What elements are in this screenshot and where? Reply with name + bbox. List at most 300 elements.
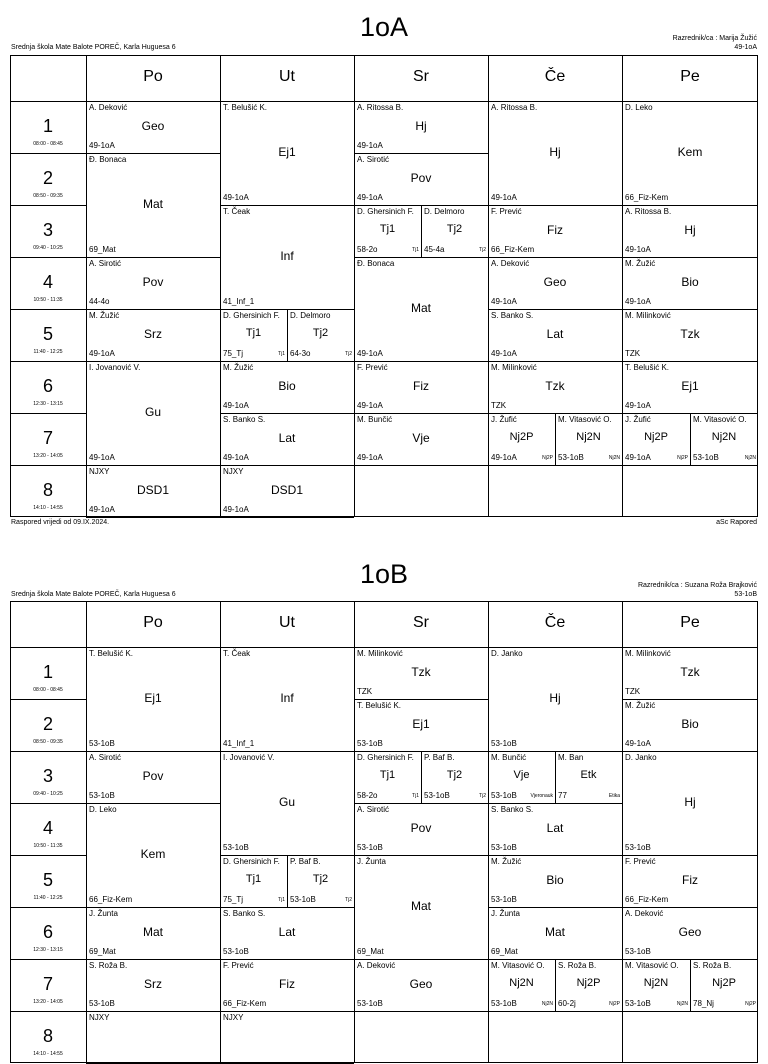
lesson-teacher: S. Banko S. — [491, 805, 534, 814]
lesson-cell[interactable] — [86, 1011, 220, 1063]
lesson-teacher: A. Sirotić — [89, 259, 122, 268]
lesson-room: 53-1oB — [89, 999, 115, 1008]
lesson-cell[interactable] — [421, 751, 488, 803]
lesson-cell[interactable] — [555, 959, 622, 1011]
lesson-subject: Tzk — [411, 665, 431, 679]
lesson-teacher: F. Prević — [625, 857, 656, 866]
period-number: 5 — [42, 324, 53, 344]
lesson-subject: Kem — [140, 847, 166, 861]
lesson-teacher: M. Milinković — [357, 649, 403, 658]
lesson-cell[interactable] — [86, 647, 220, 751]
lesson-border — [488, 855, 622, 856]
lesson-cell[interactable] — [220, 1011, 354, 1063]
lesson-teacher: D. Ghersinich F. — [223, 857, 280, 866]
lesson-teacher: J. Žunta — [491, 909, 520, 918]
period-time: 08:00 - 08:45 — [33, 687, 63, 693]
lesson-cell[interactable] — [86, 803, 220, 907]
lesson-border — [354, 803, 488, 804]
lesson-teacher: A. Deković — [491, 259, 530, 268]
lesson-subject: Pov — [410, 821, 432, 835]
lesson-subject: DSD1 — [270, 483, 303, 497]
lesson-room: TZK — [491, 401, 507, 410]
lesson-border — [287, 855, 354, 856]
lesson-room: 58-2o — [357, 245, 378, 254]
period-divider — [10, 959, 86, 960]
lesson-cell[interactable] — [354, 751, 421, 803]
lesson-teacher: M. Žužić — [491, 857, 522, 866]
lesson-border — [86, 751, 220, 752]
lesson-room: 53-1oB — [693, 453, 719, 462]
lesson-subject: Tj1 — [379, 769, 396, 781]
lesson-subject: DSD1 — [136, 483, 169, 497]
lesson-room: 53-1oB — [491, 999, 517, 1008]
lesson-border — [555, 751, 622, 752]
lesson-teacher: A. Ritossa B. — [625, 207, 672, 216]
lesson-subject: Fiz — [413, 379, 429, 393]
lesson-subject: Lat — [278, 431, 296, 445]
day-header: Sr — [413, 614, 429, 631]
lesson-border — [421, 751, 422, 803]
lesson-room: 49-1oA — [357, 193, 383, 202]
lesson-room: 49-1oA — [223, 453, 249, 462]
period-time: 08:50 - 09:35 — [33, 739, 63, 745]
lesson-subject: Tzk — [680, 665, 700, 679]
lesson-teacher: J. Žufić — [491, 415, 517, 424]
lesson-cell[interactable] — [220, 907, 354, 959]
lesson-subject: Geo — [141, 119, 165, 133]
lesson-group: Nj2P — [677, 455, 688, 461]
valid-from-note: Raspored vrijedi od 09.IX.2024. — [11, 519, 110, 526]
lesson-subject: Tj1 — [379, 223, 396, 235]
lesson-teacher: M. Vitasović O. — [558, 415, 612, 424]
lesson-teacher: T. Belušić K. — [357, 701, 402, 710]
lesson-group: Tj2 — [345, 351, 352, 357]
day-header: Če — [544, 68, 566, 85]
school-name: Srednja škola Mate Balote POREČ, Karla Huguesa 6 — [11, 591, 176, 598]
lesson-room: 58-2o — [357, 791, 378, 800]
lesson-teacher: D. Ghersinich F. — [357, 753, 414, 762]
lesson-teacher: S. Roža B. — [558, 961, 597, 970]
period-number: 3 — [42, 766, 53, 786]
lesson-border — [622, 647, 758, 648]
lesson-room: 49-1oA — [625, 453, 651, 462]
lesson-teacher: F. Prević — [491, 207, 522, 216]
lesson-room: 49-1oA — [89, 349, 115, 358]
period-time: 09:40 - 10:25 — [33, 245, 63, 251]
lesson-room: 41_Inf_1 — [223, 739, 255, 748]
lesson-subject: Fiz — [279, 977, 295, 991]
lesson-border — [488, 907, 622, 908]
lesson-cell[interactable] — [622, 699, 758, 751]
lesson-room: 75_Tj — [223, 895, 244, 904]
day-header: Pe — [680, 614, 700, 631]
lesson-group: Nj2N — [608, 455, 620, 461]
lesson-cell[interactable] — [488, 907, 622, 959]
lesson-teacher: Đ. Bonaca — [357, 259, 395, 268]
lesson-room: 45-4a — [424, 245, 445, 254]
period-number: 1 — [42, 662, 53, 682]
lesson-cell[interactable] — [354, 647, 488, 699]
lesson-room: 53-1oB — [89, 739, 115, 748]
lesson-subject: Mat — [142, 197, 163, 211]
lesson-teacher: M. Vitasović O. — [625, 961, 679, 970]
lesson-teacher: T. Belušić K. — [223, 103, 268, 112]
lesson-teacher: F. Prević — [357, 363, 388, 372]
lesson-subject: Nj2N — [643, 977, 669, 989]
lesson-teacher: S. Roža B. — [89, 961, 128, 970]
lesson-cell[interactable] — [488, 647, 622, 751]
lesson-teacher: A. Sirotić — [89, 753, 122, 762]
lesson-teacher: I. Jovanović V. — [89, 363, 141, 372]
lesson-room: 66_Fiz-Kem — [89, 895, 133, 904]
lesson-cell[interactable] — [354, 959, 488, 1011]
lesson-room: 49-1oA — [357, 141, 383, 150]
lesson-cell[interactable] — [488, 959, 555, 1011]
lesson-cell[interactable] — [220, 751, 354, 855]
lesson-subject: Inf — [280, 249, 294, 263]
day-header: Sr — [413, 68, 429, 85]
lesson-group: Nj2N — [541, 1001, 553, 1007]
period-number: 5 — [42, 870, 53, 890]
lesson-room: 49-1oA — [89, 505, 115, 514]
lesson-teacher: T. Čeak — [223, 649, 251, 658]
lesson-room: 69_Mat — [89, 947, 116, 956]
period-time: 13:20 - 14:05 — [33, 453, 63, 459]
lesson-teacher: S. Banko S. — [223, 909, 266, 918]
lesson-group: Tj2 — [345, 897, 352, 903]
lesson-border — [220, 1011, 354, 1012]
lesson-subject: Pov — [142, 275, 164, 289]
lesson-teacher: A. Deković — [357, 961, 396, 970]
lesson-cell[interactable] — [86, 959, 220, 1011]
period-number: 2 — [42, 714, 53, 734]
lesson-border — [622, 907, 758, 908]
lesson-border — [86, 647, 220, 648]
lesson-room: 49-1oA — [223, 505, 249, 514]
software-brand: aSc Rapored — [716, 519, 757, 526]
lesson-cell[interactable] — [622, 647, 758, 699]
lesson-room: 53-1oB — [357, 739, 383, 748]
lesson-subject: Bio — [681, 717, 699, 731]
period-number: 7 — [42, 428, 53, 448]
lesson-teacher: M. Milinković — [625, 649, 671, 658]
lesson-border — [354, 751, 421, 752]
lesson-cell[interactable] — [690, 959, 758, 1011]
lesson-border — [622, 855, 758, 856]
lesson-border — [220, 751, 354, 752]
lesson-teacher: D. Ghersinich F. — [357, 207, 414, 216]
lesson-room: 49-1oA — [491, 453, 517, 462]
lesson-subject: Bio — [546, 873, 564, 887]
lesson-teacher: M. Vitasović O. — [491, 961, 545, 970]
lesson-cell[interactable] — [488, 751, 555, 803]
lesson-room: 53-1oB — [357, 843, 383, 852]
lesson-teacher: M. Žužić — [625, 701, 656, 710]
lesson-room: 49-1oA — [625, 401, 651, 410]
lesson-group: Tj1 — [278, 897, 285, 903]
lesson-subject: Hj — [549, 145, 561, 159]
lesson-cell[interactable] — [555, 751, 622, 803]
lesson-subject: Tj1 — [245, 873, 262, 885]
lesson-room: TZK — [625, 687, 641, 696]
period-number: 4 — [42, 818, 53, 838]
period-time: 09:40 - 10:25 — [33, 791, 63, 797]
lesson-border — [287, 855, 288, 907]
lesson-room: 64-3o — [290, 349, 311, 358]
lesson-subject: Nj2N — [509, 977, 534, 989]
lesson-teacher: M. Žužić — [223, 363, 254, 372]
class-title: 1oB — [359, 559, 409, 589]
day-header: Po — [143, 68, 163, 85]
lesson-subject: Lat — [546, 821, 564, 835]
lesson-room: 66_Fiz-Kem — [491, 245, 535, 254]
lesson-border — [555, 751, 556, 803]
lesson-teacher: M. Bunčić — [491, 753, 527, 762]
lesson-room: 53-1oB — [625, 947, 651, 956]
period-time: 11:40 - 12:25 — [33, 895, 63, 901]
lesson-room: 53-1oB — [290, 895, 316, 904]
lesson-cell[interactable] — [86, 751, 220, 803]
period-number: 4 — [42, 272, 53, 292]
lesson-subject: Nj2N — [576, 431, 601, 443]
lesson-teacher: D. Delmoro — [424, 207, 465, 216]
lesson-subject: Nj2P — [509, 431, 534, 443]
period-divider — [10, 1011, 86, 1012]
lesson-teacher: A. Deković — [625, 909, 664, 918]
lesson-subject: Pov — [410, 171, 432, 185]
lesson-subject: Nj2P — [712, 977, 736, 989]
class-room: 53-1oB — [734, 591, 757, 598]
lesson-teacher: M. Bunčić — [357, 415, 393, 424]
lesson-cell[interactable] — [86, 907, 220, 959]
school-name: Srednja škola Mate Balote POREČ, Karla Huguesa 6 — [11, 44, 176, 51]
lesson-subject: Ej1 — [144, 691, 162, 705]
lesson-teacher: A. Sirotić — [357, 805, 390, 814]
lesson-subject: Inf — [280, 691, 294, 705]
lesson-cell[interactable] — [488, 803, 622, 855]
class-teacher: Razrednik/ca : Marija Žužić — [672, 35, 757, 42]
lesson-teacher: P. Baf B. — [424, 753, 455, 762]
lesson-border — [488, 1011, 555, 1012]
lesson-teacher: S. Banko S. — [223, 415, 266, 424]
lesson-room: 53-1oB — [223, 947, 249, 956]
lesson-room: 49-1oA — [223, 193, 249, 202]
day-header: Pe — [680, 68, 700, 85]
lesson-subject: Srz — [144, 977, 162, 991]
lesson-border — [488, 803, 622, 804]
lesson-subject: Fiz — [547, 223, 563, 237]
day-header: Ut — [279, 614, 295, 631]
lesson-group: Nj2P — [542, 455, 553, 461]
lesson-teacher: A. Ritossa B. — [491, 103, 538, 112]
lesson-teacher: NJXY — [89, 1013, 110, 1022]
lesson-teacher: F. Prević — [223, 961, 254, 970]
lesson-group: Tj1 — [412, 247, 419, 253]
period-time: 14:10 - 14:55 — [33, 1051, 63, 1057]
lesson-subject: Ej1 — [681, 379, 699, 393]
lesson-room: 60-2j — [558, 999, 576, 1008]
lesson-cell[interactable] — [622, 959, 690, 1011]
lesson-subject: Kem — [677, 145, 703, 159]
lesson-room: 53-1oB — [558, 453, 584, 462]
period-divider — [10, 855, 86, 856]
lesson-cell[interactable] — [220, 855, 287, 907]
class-title: 1oA — [359, 12, 409, 42]
lesson-teacher: M. Ban — [558, 753, 584, 762]
lesson-subject: Nj2P — [576, 977, 601, 989]
period-time: 14:10 - 14:55 — [33, 505, 63, 511]
lesson-cell[interactable] — [488, 855, 622, 907]
period-number: 8 — [42, 480, 53, 500]
lesson-teacher: M. Žužić — [625, 259, 656, 268]
lesson-subject: Vje — [412, 431, 430, 445]
period-time: 10:50 - 11:35 — [33, 297, 63, 303]
lesson-subject: Lat — [546, 327, 564, 341]
lesson-room: 49-1oA — [89, 453, 115, 462]
lesson-cell[interactable] — [287, 855, 354, 907]
lesson-room: 53-1oB — [625, 843, 651, 852]
lesson-border — [86, 803, 220, 804]
lesson-teacher: D. Leko — [89, 805, 117, 814]
period-time: 11:40 - 12:25 — [33, 349, 63, 355]
lesson-subject: Gu — [278, 795, 295, 809]
lesson-room: 53-1oB — [357, 999, 383, 1008]
lesson-cell[interactable] — [354, 803, 488, 855]
lesson-teacher: A. Ritossa B. — [357, 103, 404, 112]
lesson-room: 69_Mat — [357, 947, 384, 956]
lesson-room: 53-1oB — [491, 739, 517, 748]
lesson-subject: Mat — [142, 925, 163, 939]
lesson-subject: Geo — [409, 977, 433, 991]
period-number: 6 — [42, 922, 53, 942]
lesson-subject: Nj2P — [644, 431, 668, 443]
lesson-subject: Hj — [415, 119, 427, 133]
lesson-teacher: D. Leko — [625, 103, 653, 112]
lesson-border — [690, 959, 758, 960]
lesson-teacher: P. Baf B. — [290, 857, 321, 866]
lesson-room: TZK — [357, 687, 373, 696]
period-divider — [10, 803, 86, 804]
lesson-subject: Srz — [144, 327, 162, 341]
lesson-subject: Hj — [549, 691, 561, 705]
lesson-border — [488, 647, 622, 648]
lesson-room: 66_Fiz-Kem — [223, 999, 267, 1008]
lesson-subject: Hj — [684, 795, 696, 809]
lesson-room: 49-1oA — [357, 349, 383, 358]
lesson-teacher: NJXY — [89, 467, 110, 476]
lesson-group: Nj2N — [676, 1001, 688, 1007]
lesson-room: 49-1oA — [491, 349, 517, 358]
period-number: 1 — [42, 116, 53, 136]
lesson-border — [622, 959, 690, 960]
lesson-border — [220, 647, 354, 648]
lesson-teacher: J. Žufić — [625, 415, 651, 424]
lesson-teacher: I. Jovanović V. — [223, 753, 275, 762]
lesson-teacher: D. Delmoro — [290, 311, 331, 320]
lesson-subject: Nj2N — [711, 431, 737, 443]
lesson-room: TZK — [625, 349, 641, 358]
lesson-border — [555, 959, 556, 1011]
lesson-group: Nj2P — [609, 1001, 620, 1007]
period-time: 12:30 - 13:15 — [33, 401, 63, 407]
period-time: 10:50 - 11:35 — [33, 843, 63, 849]
lesson-border — [421, 751, 488, 752]
lesson-cell[interactable] — [220, 647, 354, 751]
lesson-room: 53-1oB — [491, 895, 517, 904]
lesson-teacher: NJXY — [223, 1013, 244, 1022]
lesson-room: 44-4o — [89, 297, 110, 306]
lesson-border — [488, 959, 555, 960]
lesson-room: 49-1oA — [357, 401, 383, 410]
lesson-border — [354, 699, 488, 700]
lesson-subject: Tj2 — [312, 327, 329, 339]
lesson-room: 69_Mat — [89, 245, 116, 254]
lesson-subject: Pov — [142, 769, 164, 783]
lesson-subject: Fiz — [682, 873, 698, 887]
lesson-teacher: Đ. Bonaca — [89, 155, 127, 164]
lesson-subject: Etk — [580, 769, 597, 781]
day-header: Če — [544, 614, 566, 631]
lesson-cell[interactable] — [354, 699, 488, 751]
lesson-subject: Bio — [681, 275, 699, 289]
lesson-teacher: A. Deković — [89, 103, 128, 112]
period-number: 3 — [42, 220, 53, 240]
lesson-cell[interactable] — [220, 959, 354, 1011]
lesson-teacher: J. Žunta — [89, 909, 118, 918]
lesson-teacher: D. Janko — [491, 649, 523, 658]
lesson-subject: Tj2 — [446, 223, 463, 235]
lesson-room: 49-1oA — [491, 193, 517, 202]
lesson-subject: Tj2 — [446, 769, 463, 781]
lesson-teacher: D. Janko — [625, 753, 657, 762]
lesson-border — [622, 1011, 690, 1012]
lesson-room: 41_Inf_1 — [223, 297, 255, 306]
lesson-group: Nj2N — [744, 455, 756, 461]
lesson-subject: Ej1 — [412, 717, 430, 731]
lesson-border — [86, 959, 220, 960]
lesson-room: 53-1oB — [424, 791, 450, 800]
lesson-border — [690, 1011, 758, 1012]
lesson-cell[interactable] — [622, 907, 758, 959]
lesson-room: 66_Fiz-Kem — [625, 193, 669, 202]
lesson-border — [220, 907, 354, 908]
lesson-teacher: NJXY — [223, 467, 244, 476]
lesson-room: 53-1oB — [491, 843, 517, 852]
day-header: Po — [143, 614, 163, 631]
lesson-subject: Tzk — [680, 327, 700, 341]
lesson-border — [354, 855, 488, 856]
lesson-cell[interactable] — [354, 855, 488, 959]
lesson-subject: Geo — [678, 925, 702, 939]
lesson-group: Tj2 — [479, 793, 486, 799]
period-time: 13:20 - 14:05 — [33, 999, 63, 1005]
lesson-border — [86, 1011, 220, 1012]
lesson-border — [622, 751, 758, 752]
lesson-border — [86, 907, 220, 908]
lesson-cell[interactable] — [622, 751, 758, 855]
lesson-teacher: M. Vitasović O. — [693, 415, 747, 424]
period-number: 6 — [42, 376, 53, 396]
lesson-room: 49-1oA — [625, 739, 651, 748]
lesson-subject: Hj — [684, 223, 696, 237]
lesson-teacher: S. Banko S. — [491, 311, 534, 320]
day-header: Ut — [279, 68, 295, 85]
period-time: 08:00 - 08:45 — [33, 141, 63, 147]
lesson-cell[interactable] — [622, 855, 758, 907]
lesson-subject: Mat — [544, 925, 565, 939]
lesson-border — [555, 959, 622, 960]
lesson-room: 53-1oB — [491, 791, 517, 800]
